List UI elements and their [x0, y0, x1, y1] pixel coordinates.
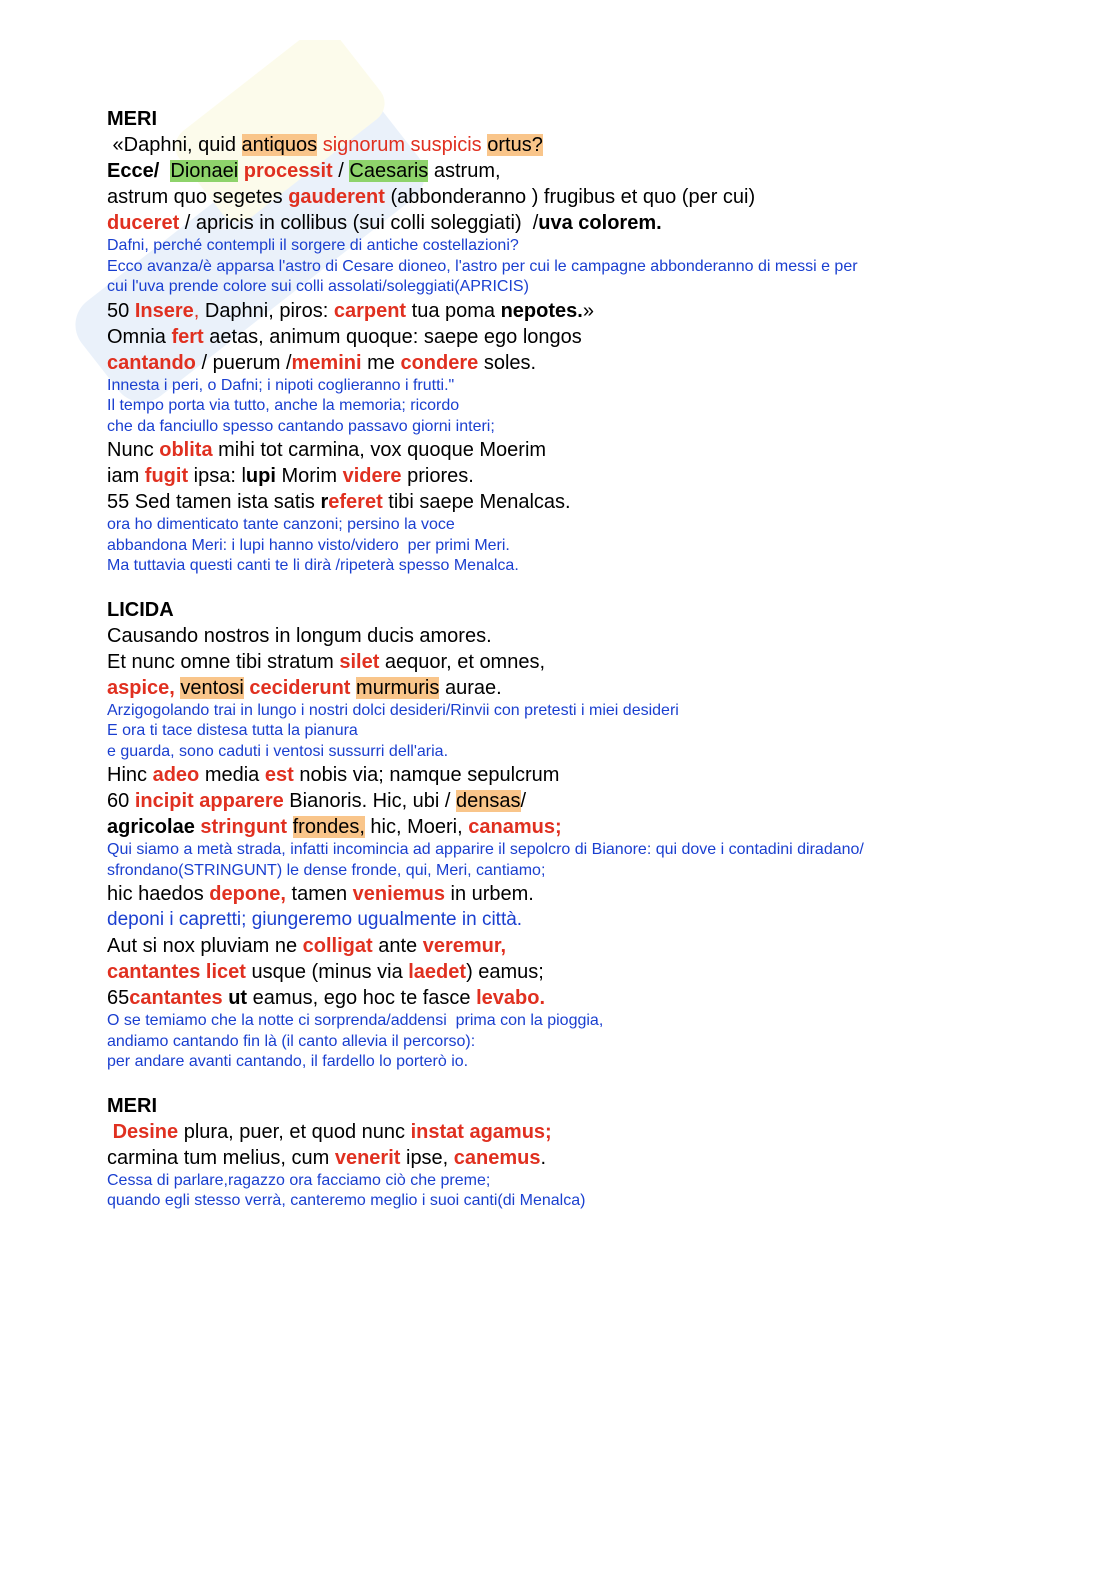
translation-line	[107, 840, 1007, 861]
text-span: E ora ti tace distesa tutta la pianura	[107, 722, 358, 739]
key-word: silet	[339, 650, 380, 673]
key-word: cantantes licet	[107, 961, 246, 983]
highlighted-word: antiquos	[241, 134, 318, 156]
key-word: oblita	[159, 439, 213, 461]
text-span: sfrondano(STRINGUNT) le dense fronde, qui, Meri, cantiamo;	[107, 861, 546, 879]
latin-verse-line	[107, 933, 1007, 959]
text-span: me	[361, 351, 401, 374]
translation-line	[107, 515, 1007, 536]
key-word: levabo.	[476, 987, 546, 1009]
key-word: adeo	[152, 764, 200, 786]
text-span: 55 Sed tamen ista satis	[107, 491, 321, 513]
text-span: Daphni, piros:	[199, 299, 334, 322]
translation-line	[107, 721, 1007, 742]
key-word: aspice,	[107, 676, 175, 699]
text-span: media	[199, 764, 265, 786]
latin-verse-line	[107, 762, 1007, 788]
text-span: O se temiamo che la notte ci sorprenda/addensi prima con la pioggia,	[107, 1012, 604, 1029]
section-licida	[107, 597, 1007, 1073]
text-span	[287, 816, 293, 838]
text-span: Dafni, perché contempli il sorgere di antiche costellazioni?	[107, 237, 519, 254]
text-span: per andare avanti cantando, il fardello lo porterò io.	[107, 1053, 469, 1070]
highlighted-word: Dionaei	[170, 160, 239, 182]
key-word: fugit	[144, 465, 189, 487]
translation-line	[107, 1171, 1007, 1192]
key-word: duceret	[107, 212, 180, 234]
text-span: Qui siamo a metà strada, infatti incomincia ad apparire il sepolcro di Bianore: qui dove i contadini diradano/	[107, 841, 864, 858]
latin-verse-line	[107, 1119, 1007, 1145]
text-span: mihi tot carmina, vox quoque Moerim	[212, 439, 547, 461]
section-meri	[107, 106, 1007, 577]
text-span: priores.	[401, 465, 474, 487]
key-word: gauderent	[288, 186, 385, 208]
text-span: usque (minus via	[245, 961, 409, 983]
text-span: plura, puer, et quod nunc	[178, 1120, 411, 1143]
latin-verse-line	[107, 132, 1007, 158]
translation-line	[107, 1032, 1007, 1053]
translation-line	[107, 742, 1007, 763]
text-span: Arzigogolando trai in lungo i nostri dolci desideri/Rinvii con pretesti i miei desideri	[107, 701, 679, 719]
text-span: deponi i capretti; giungeremo ugualmente in città.	[107, 909, 523, 930]
text-span: carmina tum melius, cum	[107, 1146, 335, 1169]
text-span: Morim	[275, 465, 343, 487]
text-span: Causando nostros in longum ducis amores.	[107, 624, 492, 647]
text-span: abbandona Meri: i lupi hanno visto/videro per primi Meri.	[107, 536, 510, 554]
key-word: depone,	[209, 883, 286, 905]
latin-verse-line	[107, 1145, 1007, 1171]
text-span: Omnia	[107, 325, 172, 348]
text-span: quando egli stesso verrà, canteremo meglio i suoi canti(di Menalca)	[107, 1192, 586, 1209]
key-word: veremur,	[422, 935, 507, 957]
text-span: »	[582, 299, 594, 322]
latin-verse-line	[107, 649, 1007, 675]
text-span: Il tempo porta via tutto, anche la memoria; ricordo	[107, 397, 460, 414]
document-page	[107, 106, 1007, 1212]
latin-verse-line	[107, 437, 1007, 463]
highlighted-word: Caesaris	[349, 160, 429, 182]
text-span: Bianoris. Hic, ubi /	[283, 790, 457, 812]
translation-line	[107, 907, 1007, 933]
text-span: Ecco avanza/è apparsa l'astro di Cesare dioneo, l'astro per cui le campagne abbonderanno di messi e per	[107, 257, 858, 275]
text-span: e guarda, sono caduti i ventosi sussurri dell'aria.	[107, 742, 449, 760]
latin-verse-line	[107, 184, 1007, 210]
key-word: veniemus	[352, 883, 445, 905]
key-word: processit	[243, 160, 333, 182]
text-span: iam	[107, 465, 145, 487]
text-span: cui l'uva prende colore sui colli assolati/soleggiati(APRICIS)	[107, 278, 529, 295]
latin-verse-line	[107, 881, 1007, 907]
text-span: tibi saepe Menalcas.	[382, 491, 571, 513]
text-span: aequor, et omnes,	[379, 650, 546, 673]
translation-line	[107, 257, 1007, 278]
text-span: nobis via; namque sepulcrum	[293, 764, 560, 786]
text-span: /	[520, 790, 527, 812]
key-word: eferet	[328, 491, 383, 513]
highlighted-word: ortus?	[487, 134, 543, 156]
latin-verse-line	[107, 788, 1007, 814]
text-span: tamen	[285, 883, 353, 905]
text-span: eamus, ego hoc te fasce	[247, 987, 477, 1009]
latin-verse-line	[107, 158, 1007, 184]
text-span: Ma tuttavia questi canti te li dirà /ripeterà spesso Menalca.	[107, 557, 519, 574]
text-span: «Daphni, quid	[107, 134, 242, 156]
text-span: / puerum /	[195, 351, 292, 374]
highlighted-word: ventosi	[180, 676, 244, 699]
highlighted-word: densas	[456, 790, 521, 812]
key-word: ,	[193, 299, 200, 322]
text-span: ora ho dimenticato tante canzoni; persino la voce	[107, 516, 455, 533]
translation-line	[107, 701, 1007, 722]
text-span: Hinc	[107, 764, 153, 786]
translation-line	[107, 417, 1007, 438]
text-span: .	[540, 1146, 547, 1169]
bold-word: uva colorem.	[538, 212, 662, 234]
key-word: laedet	[408, 961, 467, 983]
key-word: venerit	[334, 1146, 401, 1169]
translation-line	[107, 536, 1007, 557]
text-span: soles.	[478, 351, 537, 374]
section-title: MERI	[107, 1094, 157, 1117]
text-span: /	[332, 160, 350, 182]
text-span: Et nunc omne tibi stratum	[107, 650, 340, 673]
bold-word: ut	[228, 987, 248, 1009]
latin-verse-line	[107, 675, 1007, 701]
latin-verse-line	[107, 489, 1007, 515]
text-span: hic, Moeri,	[364, 816, 469, 838]
text-span: astrum,	[428, 160, 501, 182]
section-title: LICIDA	[107, 598, 174, 621]
latin-verse-line	[107, 985, 1007, 1011]
text-span: astrum quo segetes	[107, 186, 289, 208]
translation-line	[107, 376, 1007, 397]
translation-line	[107, 1011, 1007, 1032]
translation-line	[107, 396, 1007, 417]
latin-verse-line	[107, 210, 1007, 236]
bold-word: r	[320, 491, 329, 513]
key-word: fert	[171, 325, 204, 348]
key-word: est	[264, 764, 294, 786]
text-span: Innesta i peri, o Dafni; i nipoti coglieranno i frutti."	[107, 376, 455, 394]
key-word: carpent	[333, 299, 407, 322]
highlighted-word: frondes,	[292, 816, 365, 838]
text-span: / apricis in collibus (sui colli soleggiati) /	[179, 212, 539, 234]
text-span: 65	[107, 987, 130, 1009]
latin-verse-line	[107, 324, 1007, 350]
text-span: hic haedos	[107, 883, 210, 905]
text-span: aurae.	[439, 676, 502, 699]
text-span: ) eamus;	[466, 961, 544, 983]
latin-verse-line	[107, 463, 1007, 489]
key-word: canemus	[453, 1146, 541, 1169]
key-word: videre	[342, 465, 402, 487]
key-word: memini	[291, 351, 362, 374]
key-word: Desine	[112, 1120, 179, 1143]
latin-verse-line	[107, 959, 1007, 985]
text-span: ipsa: l	[188, 465, 246, 487]
key-word: canamus;	[468, 816, 562, 838]
text-span: andiamo cantando fin là (il canto allevia il percorso):	[107, 1032, 476, 1050]
text-span: Nunc	[107, 439, 160, 461]
bold-word: Ecce/	[107, 160, 160, 182]
key-word: instat agamus;	[410, 1120, 552, 1143]
bold-word: upi	[245, 465, 276, 487]
latin-verse-line	[107, 298, 1007, 324]
latin-verse-line	[107, 350, 1007, 376]
text-span: Cessa di parlare,ragazzo ora facciamo ciò che preme;	[107, 1171, 491, 1189]
translation-line	[107, 861, 1007, 882]
section-title: MERI	[107, 108, 157, 130]
latin-verse-line	[107, 814, 1007, 840]
text-span: Aut si nox pluviam ne	[107, 935, 303, 957]
key-word: cantando	[107, 351, 196, 374]
text-span: ante	[372, 935, 423, 957]
translation-line	[107, 1052, 1007, 1073]
key-word: Insere	[134, 299, 194, 322]
text-span: 50	[107, 299, 135, 322]
bold-word: agricolae	[107, 816, 195, 838]
translation-line	[107, 277, 1007, 298]
highlighted-word: murmuris	[356, 676, 440, 699]
key-word: cantantes	[129, 987, 223, 1009]
translation-line	[107, 556, 1007, 577]
latin-verse-line	[107, 623, 1007, 649]
text-span: in urbem.	[444, 883, 534, 905]
text-span: 60	[107, 790, 135, 812]
key-word: signorum suspicis	[322, 134, 482, 156]
text-span: aetas, animum quoque: saepe ego longos	[203, 325, 582, 348]
key-word: condere	[400, 351, 479, 374]
translation-line	[107, 236, 1007, 257]
bold-word: nepotes.	[500, 299, 583, 322]
key-word: incipit apparere	[134, 790, 284, 812]
text-span: tua poma	[406, 299, 501, 322]
key-word: colligat	[302, 935, 373, 957]
text-span	[159, 160, 170, 182]
section-meri	[107, 1093, 1007, 1212]
text-span: (abbonderanno ) frugibus et quo (per cui)	[384, 186, 756, 208]
translation-line	[107, 1191, 1007, 1212]
key-word: stringunt	[200, 816, 288, 838]
text-span: ipse,	[400, 1146, 454, 1169]
key-word: ceciderunt	[249, 676, 351, 699]
text-span: che da fanciullo spesso cantando passavo giorni interi;	[107, 417, 495, 435]
